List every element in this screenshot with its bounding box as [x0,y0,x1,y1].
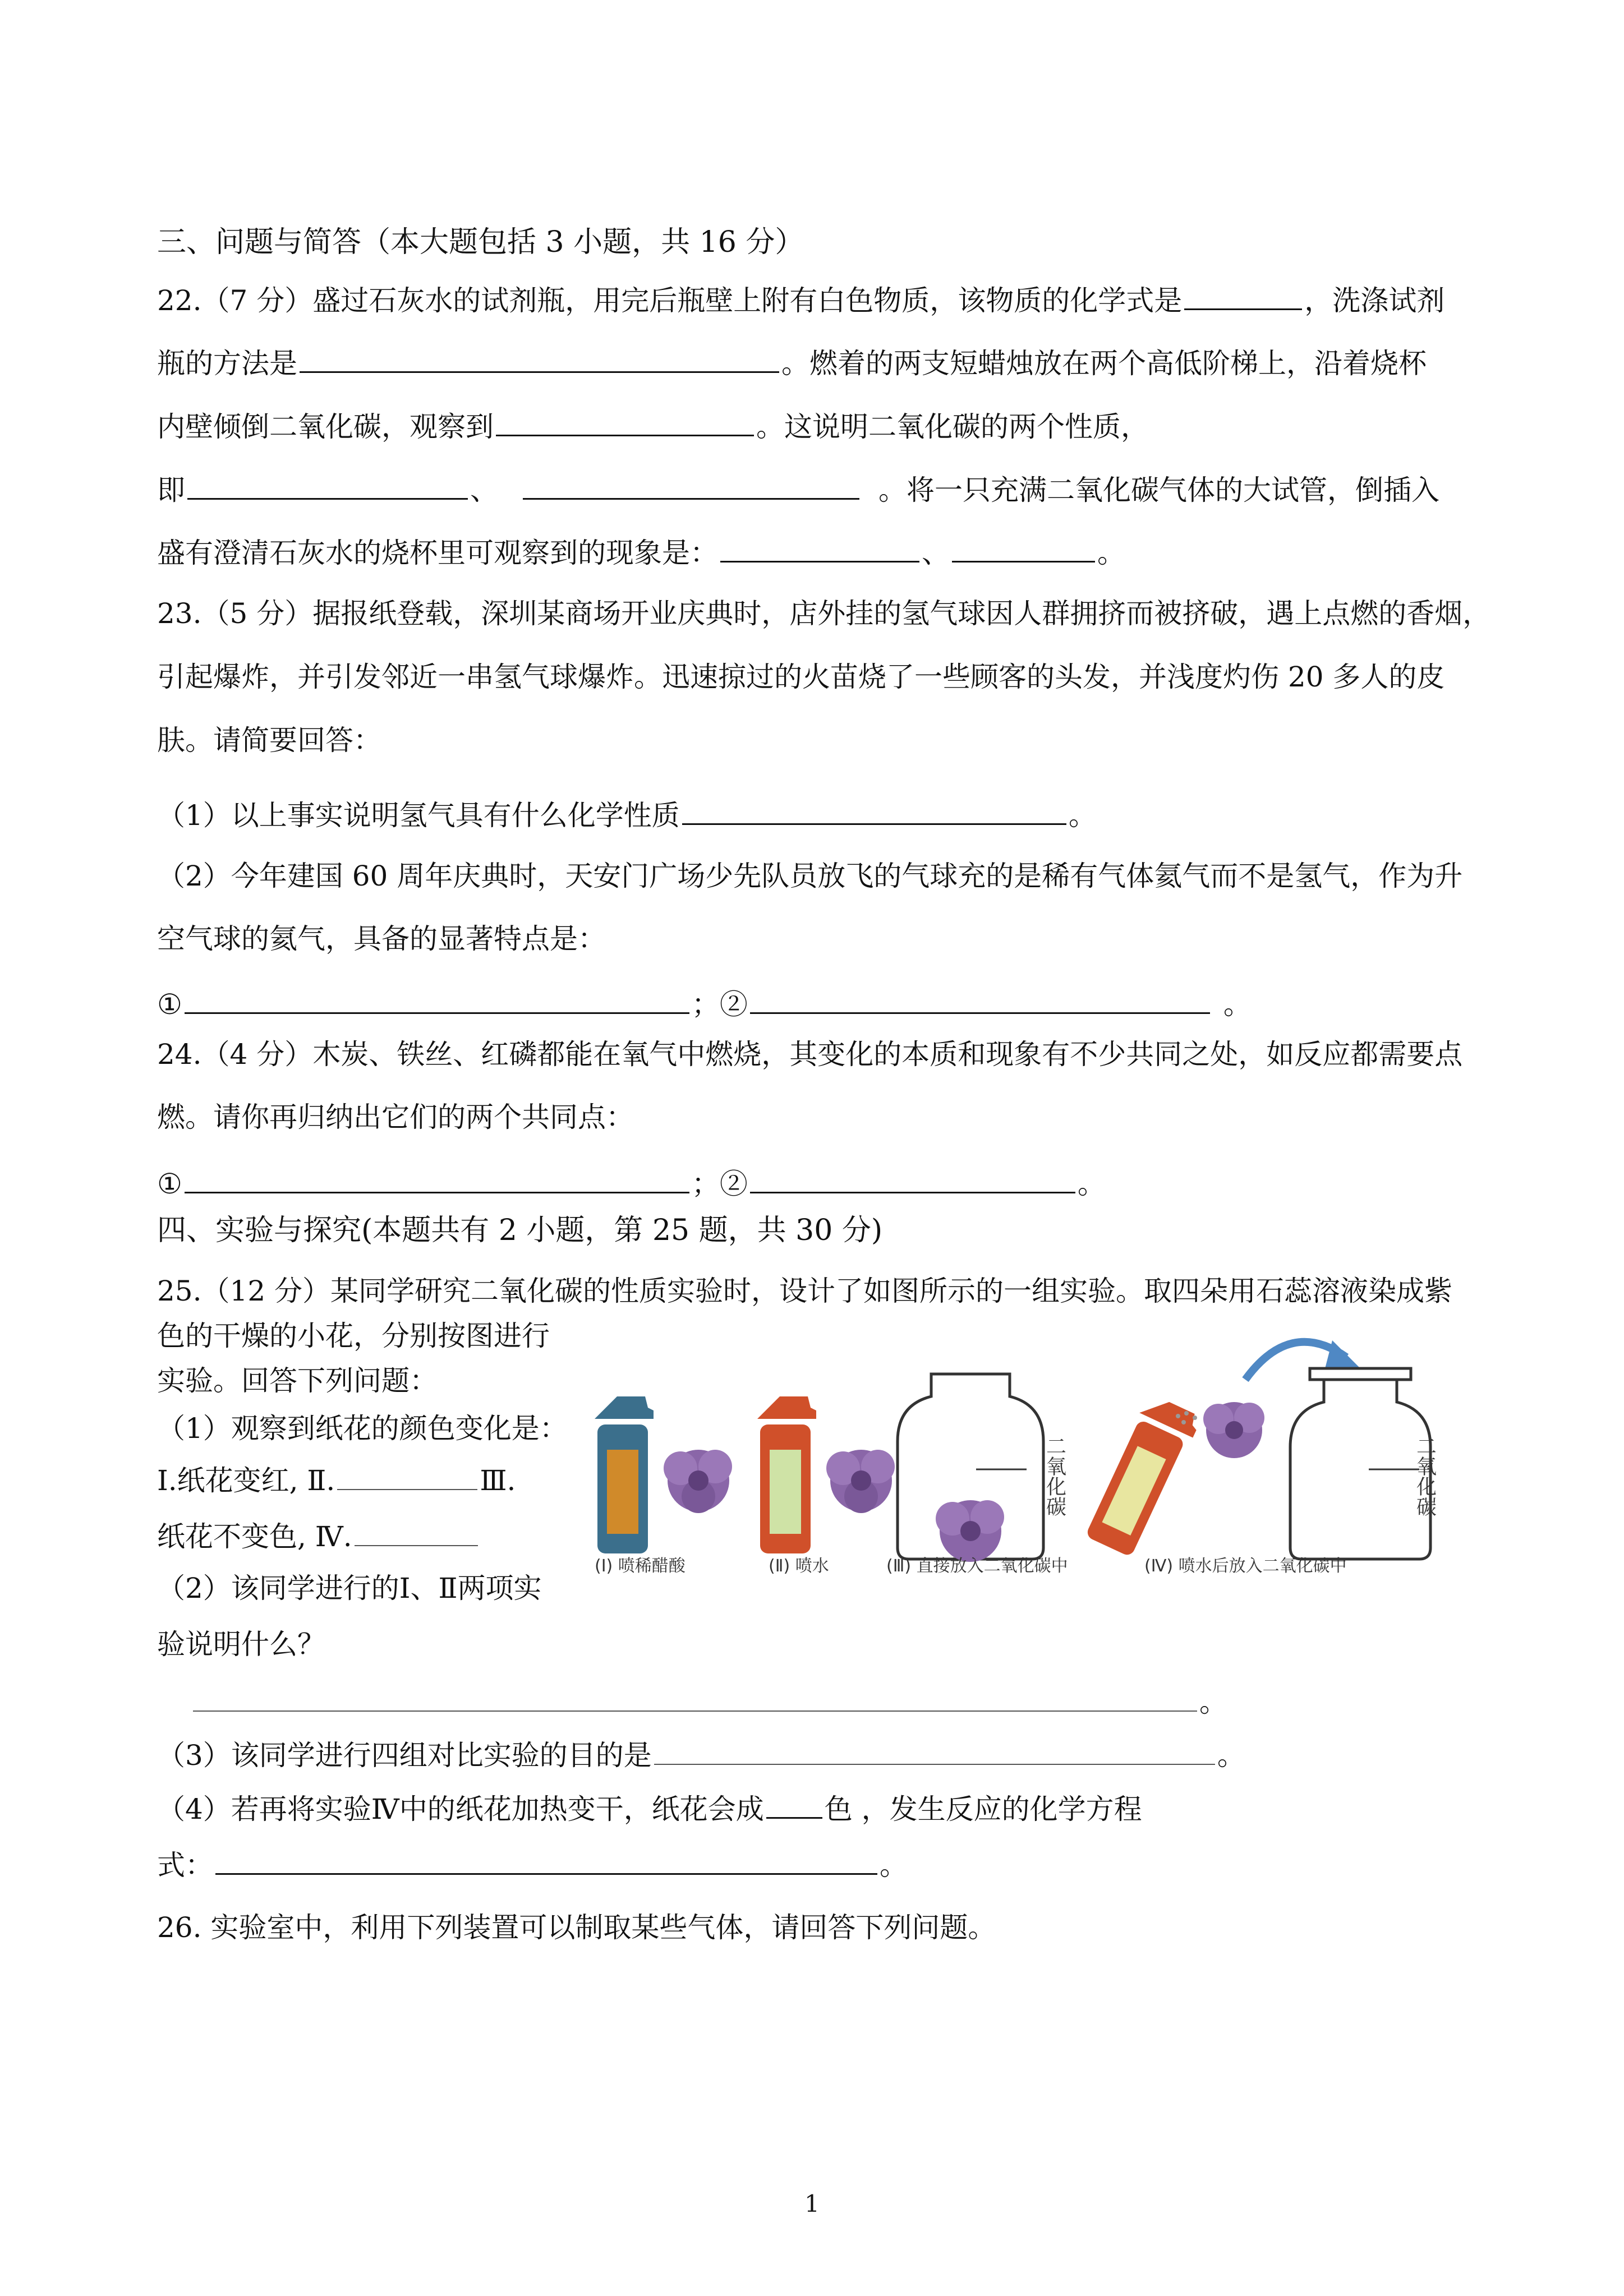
answer-blank[interactable] [654,1736,1215,1765]
answer-blank[interactable] [523,470,859,500]
q23-sub-2-line-1: （2）今年建国 60 周年庆典时，天安门广场少先队员放飞的气球充的是稀有气体氦气而不是氢气，作为升 [157,860,1463,892]
q23-text: ；② [691,988,748,1021]
answer-blank[interactable] [952,533,1095,563]
answer-blank[interactable] [355,1517,478,1546]
q22-text: 。将一只充满二氧化碳气体的大试管，倒插入 [878,474,1439,506]
caption-2: (Ⅱ) 喷水 [769,1556,829,1576]
q24-line-1: 24.（4 分）木炭、铁丝、红磷都能在氧气中燃烧，其变化的本质和现象有不少共同之处，如反应都需要点 [157,1038,1463,1071]
q23-text: ① [157,988,182,1021]
jar-3-label: 二氧化碳 [1043,1436,1066,1516]
q24-text: ① [157,1168,182,1200]
caption-1: (Ⅰ) 喷稀醋酸 [595,1556,686,1576]
answer-blank[interactable] [337,1461,477,1490]
q25-text: Ⅰ.纸花变红, Ⅱ. [157,1464,335,1497]
q22-line-4 [157,470,1439,506]
q25-observations-1 [157,1461,516,1497]
q25-sub-4-line-2 [157,1845,908,1881]
q22-text: 即 [157,474,185,506]
q23-line-3: 肤。请简要回答： [157,724,381,757]
q25-text: 色 ，发生反应的化学方程 [824,1793,1142,1825]
q22-text: ，洗涤试剂 [1304,284,1445,317]
answer-blank[interactable] [750,984,1210,1014]
caption-3: (Ⅲ) 直接放入二氧化碳中 [886,1556,1068,1576]
answer-blank[interactable] [1184,280,1302,310]
q23-line-1: 23.（5 分）据报纸登载，深圳某商场开业庆典时，店外挂的氢气球因人群拥挤而被挤破，遇上点燃的香烟， [157,597,1491,630]
q25-text: （3）该同学进行四组对比实验的目的是 [157,1739,652,1772]
q22-text: 、 [470,474,498,506]
q22-text: 。这说明二氧化碳的两个性质， [756,411,1149,443]
q25-text: 。 [1217,1739,1245,1772]
jar-4-label: 二氧化碳 [1413,1436,1436,1516]
q25-line-3: 实验。回答下列问题： [157,1364,438,1397]
q23-sub-2-line-2: 空气球的氦气，具备的显著特点是： [157,923,606,955]
q25-text: 式： [157,1849,213,1882]
q25-text: 。 [1199,1686,1227,1718]
q24-text: ；② [691,1168,748,1200]
q22-text: 、 [922,537,950,569]
q24-line-2: 燃。请你再归纳出它们的两个共同点： [157,1101,634,1133]
q25-observations-2 [157,1517,480,1553]
q24-text: 。 [1077,1168,1106,1200]
q22-line-3 [157,407,1149,442]
q25-sub-2-line-1: （2）该同学进行的Ⅰ、Ⅱ两项实 [157,1572,542,1605]
caption-4: (Ⅳ) 喷水后放入二氧化碳中 [1144,1556,1347,1576]
q22-line-1 [157,280,1444,316]
answer-blank[interactable] [766,1789,822,1819]
q22-text: 盛有澄清石灰水的烧杯里可观察到的现象是： [157,537,718,569]
section-3-heading: 三、问题与简答（本大题包括 3 小题，共 16 分） [157,225,804,259]
q22-text: 。燃着的两支短蜡烛放在两个高低阶梯上，沿着烧杯 [781,347,1427,380]
q22-line-5 [157,533,1125,569]
q22-text: 22.（7 分）盛过石灰水的试剂瓶，用完后瓶壁上附有白色物质，该物质的化学式是 [157,284,1183,317]
answer-blank[interactable] [720,533,919,563]
section-4-heading: 四、实验与探究(本题共有 2 小题，第 25 题，共 30 分) [157,1214,883,1247]
experiment-figure [583,1312,1436,1576]
q23-line-2: 引起爆炸，并引发邻近一串氢气球爆炸。迅速掠过的火苗烧了一些顾客的头发，并浅度灼伤 20 多人的皮 [157,661,1445,693]
q23-text: （1）以上事实说明氢气具有什么化学性质 [157,799,680,832]
answer-blank[interactable] [300,343,779,373]
q25-sub-1: （1）观察到纸花的颜色变化是： [157,1412,568,1445]
q25-sub-2-answer [157,1682,1227,1718]
q23-sub-1 [157,795,1097,831]
answer-blank[interactable] [193,1682,1197,1712]
answer-blank[interactable] [185,1164,689,1193]
q26-line-1: 26. 实验室中，利用下列装置可以制取某些气体，请回答下列问题。 [157,1911,996,1944]
answer-blank[interactable] [750,1164,1075,1193]
q24-answers [157,1164,1106,1200]
answer-blank[interactable] [185,984,689,1014]
page-number: 1 [804,2190,820,2217]
answer-blank[interactable] [215,1845,877,1875]
q23-answers [157,984,1252,1020]
q22-text: 。 [1097,537,1125,569]
q25-sub-4 [157,1789,1142,1825]
q22-line-2 [157,343,1427,379]
q25-sub-2-line-2: 验说明什么？ [157,1628,325,1661]
q25-line-1: 25.（12 分）某同学研究二氧化碳的性质实验时，设计了如图所示的一组实验。取四朵用石蕊溶液染成紫 [157,1275,1453,1307]
q22-text: 内壁倾倒二氧化碳，观察到 [157,411,494,443]
q25-text: （4）若再将实验Ⅳ中的纸花加热变干，纸花会成 [157,1793,764,1825]
q23-text: 。 [1223,988,1252,1021]
q25-sub-3 [157,1736,1245,1772]
answer-blank[interactable] [187,470,468,500]
q23-text: 。 [1068,799,1097,832]
q22-text: 瓶的方法是 [157,347,297,380]
q25-text: Ⅲ. [480,1464,516,1497]
answer-blank[interactable] [496,407,754,436]
q25-line-2: 色的干燥的小花，分别按图进行 [157,1320,550,1352]
q25-text: 。 [880,1849,908,1882]
figure-background [583,1312,1436,1576]
q25-text: 纸花不变色, Ⅳ. [157,1520,352,1553]
answer-blank[interactable] [682,795,1066,825]
